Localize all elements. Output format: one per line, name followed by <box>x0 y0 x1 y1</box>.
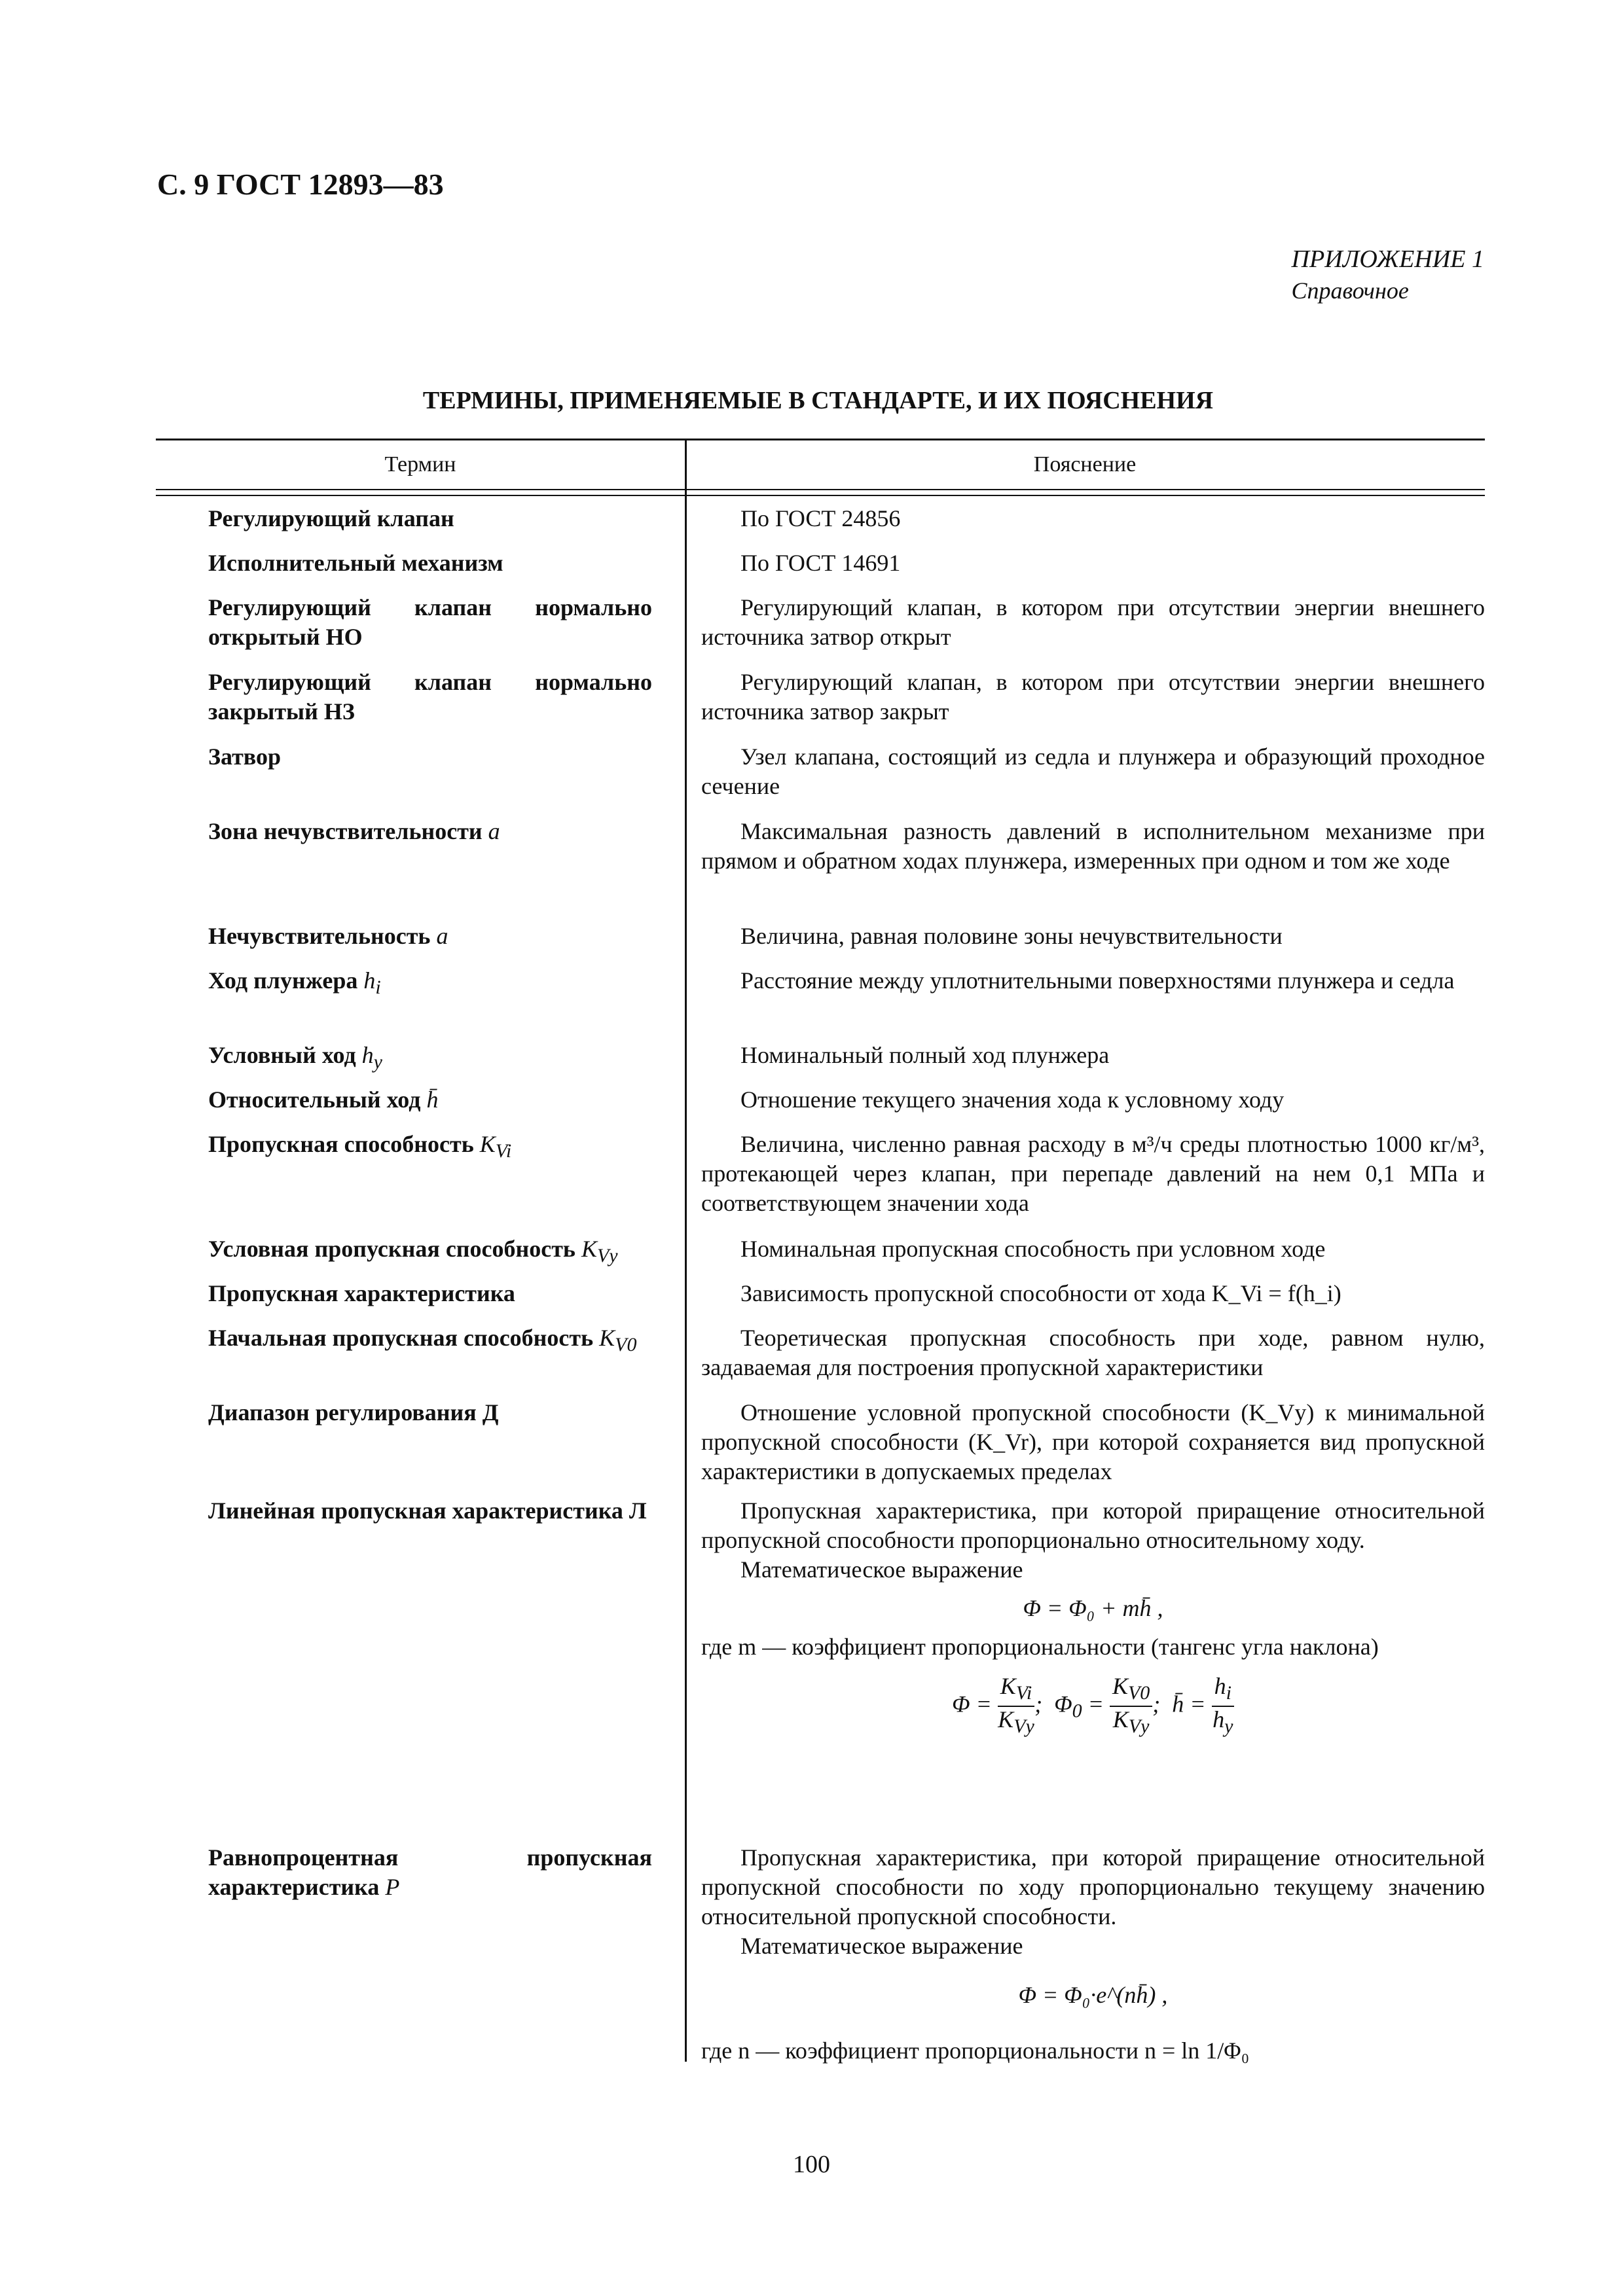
term-cell: Нечувствительность a <box>208 923 448 949</box>
term-cell: Исполнительный механизм <box>208 550 503 576</box>
table-row <box>156 966 1485 1041</box>
term-cell: Пропускная характеристика <box>208 1280 515 1306</box>
term-cell: Затвор <box>208 744 281 770</box>
explanation-cell: Номинальная пропускная способность при условном ходе <box>740 1236 1326 1262</box>
table-row <box>156 1279 1485 1323</box>
explanation-cell: По ГОСТ 14691 <box>740 550 901 576</box>
explanation-cell: Регулирующий клапан, в котором при отсутствии энергии внешнего источника затвор закрыт <box>701 669 1485 725</box>
explanation-cell: Отношение текущего значения хода к условному ходу <box>740 1086 1285 1113</box>
formula-where: где m — коэффициент пропорциональности (тангенс угла наклона) <box>701 1634 1379 1660</box>
table-row <box>156 1085 1485 1130</box>
table-row <box>156 548 1485 593</box>
term-cell: Условная пропускная способность $K_{Vу}$ <box>208 1236 618 1267</box>
term-cell: Относительный ход h̄ <box>208 1086 439 1113</box>
terms-table-body <box>156 504 1485 2092</box>
appendix-type: Справочное <box>1291 278 1409 304</box>
table-row <box>156 1323 1485 1398</box>
term-cell: Ход плунжера $h_i$ <box>208 967 381 999</box>
table-row <box>156 1496 1485 1843</box>
explanation-cell: Зависимость пропускной способности от хода K_Vi = f(h_i) <box>740 1280 1341 1306</box>
explanation-cell: Номинальный полный ход плунжера <box>740 1042 1110 1068</box>
term-cell: Регулирующий клапан нормально закрытый НЗ <box>208 669 652 725</box>
term-cell: Диапазон регулирования Д <box>208 1399 499 1426</box>
math-label: Математическое выражение <box>740 1556 1023 1583</box>
explanation-cell: Расстояние между уплотнительными поверхностями плунжера и седла <box>740 967 1455 994</box>
explanation-cell: Узел клапана, состоящий из седла и плунжера и образующий проходное сечение <box>701 744 1485 799</box>
table-row <box>156 1398 1485 1496</box>
explanation-cell: Отношение условной пропускной способности (K_Vу) к минимальной пропускной способности (K_Vr), при которой сохраняется вид пропускной характеристики в допускаемых пределах <box>701 1399 1485 1484</box>
term-cell: Начальная пропускная способность $K_{V0}$ <box>208 1325 637 1356</box>
term-cell: Условный ход $h_у$ <box>208 1042 382 1073</box>
explanation-cell: Теоретическая пропускная способность при ходе, равном нулю, задаваемая для построения пропускной характеристики <box>701 1325 1485 1380</box>
formula-equal-percentage: Φ = Φ₀·e^(nh̄) , <box>1018 1982 1168 2008</box>
term-cell: Линейная пропускная характеристика Л <box>208 1498 647 1524</box>
explanation-cell: Максимальная разность давлений в исполнительном механизме при прямом и обратном ходах плунжера, измеренных при одном и том же ходе <box>701 818 1485 874</box>
formula-definitions: Φ = $\frac{K_{Vi}}{K_{Vу}}$ ; $\Phi_0$ = $\frac{K_{V0}}{K_{Vу}}$ ; h̄ = $\frac{h_i}{h_у}$ <box>952 1673 1233 1738</box>
term-cell: Регулирующий клапан <box>208 505 454 531</box>
column-header-term: Термин <box>384 452 456 476</box>
explanation-cell: Величина, равная половине зоны нечувствительности <box>740 923 1283 949</box>
table-row <box>156 1234 1485 1279</box>
table-row <box>156 742 1485 817</box>
term-cell: Пропускная способность $K_{Vi}$ <box>208 1131 512 1162</box>
table-row <box>156 668 1485 742</box>
table-row <box>156 817 1485 922</box>
table-row <box>156 922 1485 966</box>
page-number: 100 <box>793 2151 830 2178</box>
formula-where: где n — коэффициент пропорциональности n = ln 1/Φ₀ <box>701 2037 1250 2064</box>
table-row <box>156 593 1485 668</box>
table-row <box>156 1041 1485 1085</box>
column-header-explanation: Пояснение <box>1033 452 1137 476</box>
table-row <box>156 1843 1485 2092</box>
page-header: С. 9 ГОСТ 12893—83 <box>157 168 444 201</box>
explanation-cell: По ГОСТ 24856 <box>740 505 901 531</box>
appendix-number: ПРИЛОЖЕНИЕ 1 <box>1291 245 1484 273</box>
explanation-cell: Пропускная характеристика, при которой приращение относительной пропускной способности по ходу пропорционально текущему значению относительной пропускной способности. Математическое выражение Φ = Φ₀·e^(nh̄) , где n — коэффициент пропорциональности n = ln 1/Φ₀ <box>685 1843 1485 2092</box>
math-label: Математическое выражение <box>740 1933 1023 1959</box>
term-cell: Зона нечувствительности a <box>208 818 500 844</box>
table-row <box>156 1130 1485 1234</box>
table-row <box>156 504 1485 548</box>
appendix-label <box>1292 243 1484 306</box>
document-title: ТЕРМИНЫ, ПРИМЕНЯЕМЫЕ В СТАНДАРТЕ, И ИХ ПОЯСНЕНИЯ <box>422 387 1214 414</box>
term-cell: Равнопроцентная пропускная характеристика P <box>208 1844 652 1900</box>
terms-table-header <box>156 439 1485 496</box>
explanation-cell: Величина, численно равная расходу в м³/ч среды плотностью 1000 кг/м³, протекающей через клапан, при перепаде давлений на нем 0,1 МПа и соответствующем значении хода <box>701 1131 1485 1216</box>
formula-linear: Φ = Φ₀ + mh̄ , <box>1023 1595 1163 1621</box>
term-cell: Регулирующий клапан нормально открытый НО <box>208 594 652 650</box>
explanation-cell: Пропускная характеристика, при которой приращение относительной пропускной способности пропорционально относительному ходу. Математическое выражение Φ = Φ₀ + mh̄ , где m — коэффициент пропорциональности (тангенс угла наклона) Φ = $\frac{K_{Vi}}{K_{Vу}}$ ; $\Phi_0$ = $\frac{K_{V0}}{K_{Vу}}$ ; h̄ = $\frac{h_i}{h_у}$ <box>685 1496 1485 1843</box>
explanation-cell: Регулирующий клапан, в котором при отсутствии энергии внешнего источника затвор открыт <box>701 594 1485 650</box>
